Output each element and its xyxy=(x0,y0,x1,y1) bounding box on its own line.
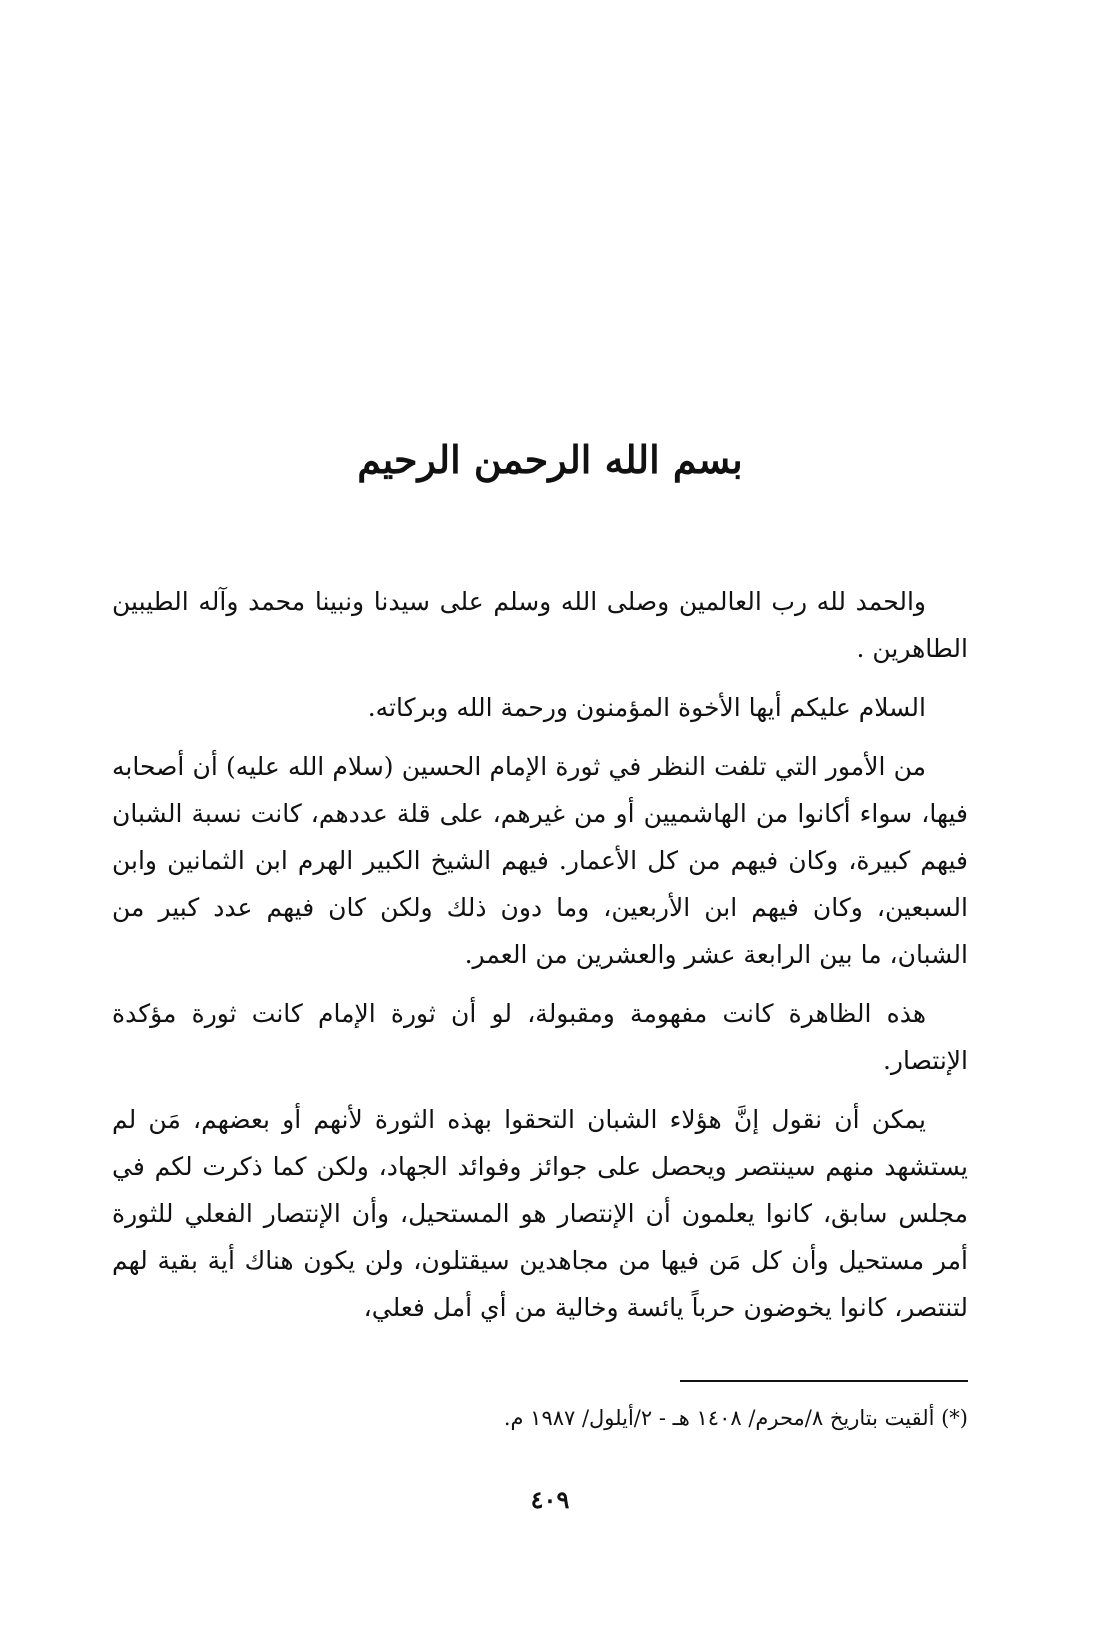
paragraph-phenomenon: هذه الظاهرة كانت مفهومة ومقبولة، لو أن ثورة الإمام كانت ثورة مؤكدة الإنتصار. xyxy=(112,999,968,1075)
paragraph-greeting: السلام عليكم أيها الأخوة المؤمنون ورحمة الله وبركاته. xyxy=(367,693,926,722)
page-number: ٤٠٩ xyxy=(530,1485,570,1514)
page-title: بسم الله الرحمن الرحيم xyxy=(357,437,743,482)
body-text xyxy=(112,578,968,1343)
footnote: (*) ألقيت بتاريخ ٨/محرم/ ١٤٠٨ هـ - ٢/أيلول/ ١٩٨٧ م. xyxy=(503,1406,968,1430)
footnote-divider xyxy=(680,1380,968,1382)
paragraph-companions: من الأمور التي تلفت النظر في ثورة الإمام الحسين (سلام الله عليه) أن أصحابه فيها، سواء أكانوا من الهاشميين أو من غيرهم، على قلة عددهم، كانت نسبة الشبان فيهم كبيرة، وكان فيهم من كل الأعمار. فيهم الشيخ الكبير الهرم ابن الثمانين وابن السبعين، وكان فيهم ابن الأربعين، وما دون ذلك ولكن كان فيهم عدد كبير من الشبان، ما بين الرابعة عشر والعشرين من العمر. xyxy=(112,752,968,969)
paragraph-praise: والحمد لله رب العالمين وصلى الله وسلم على سيدنا ونبينا محمد وآله الطيبين الطاهرين . xyxy=(112,587,968,663)
paragraph-victory: يمكن أن نقول إنَّ هؤلاء الشبان التحقوا بهذه الثورة لأنهم أو بعضهم، مَن لم يستشهد منهم سينتصر ويحصل على جوائز وفوائد الجهاد، ولكن كما ذكرت لكم في مجلس سابق، كانوا يعلمون أن الإنتصار هو المستحيل، وأن الإنتصار الفعلي للثورة أمر مستحيل وأن كل مَن فيها من مجاهدين سيقتلون، ولن يكون هناك أية بقية لهم لتنتصر، كانوا يخوضون حرباً يائسة وخالية من أي أمل فعلي، xyxy=(112,1105,968,1322)
